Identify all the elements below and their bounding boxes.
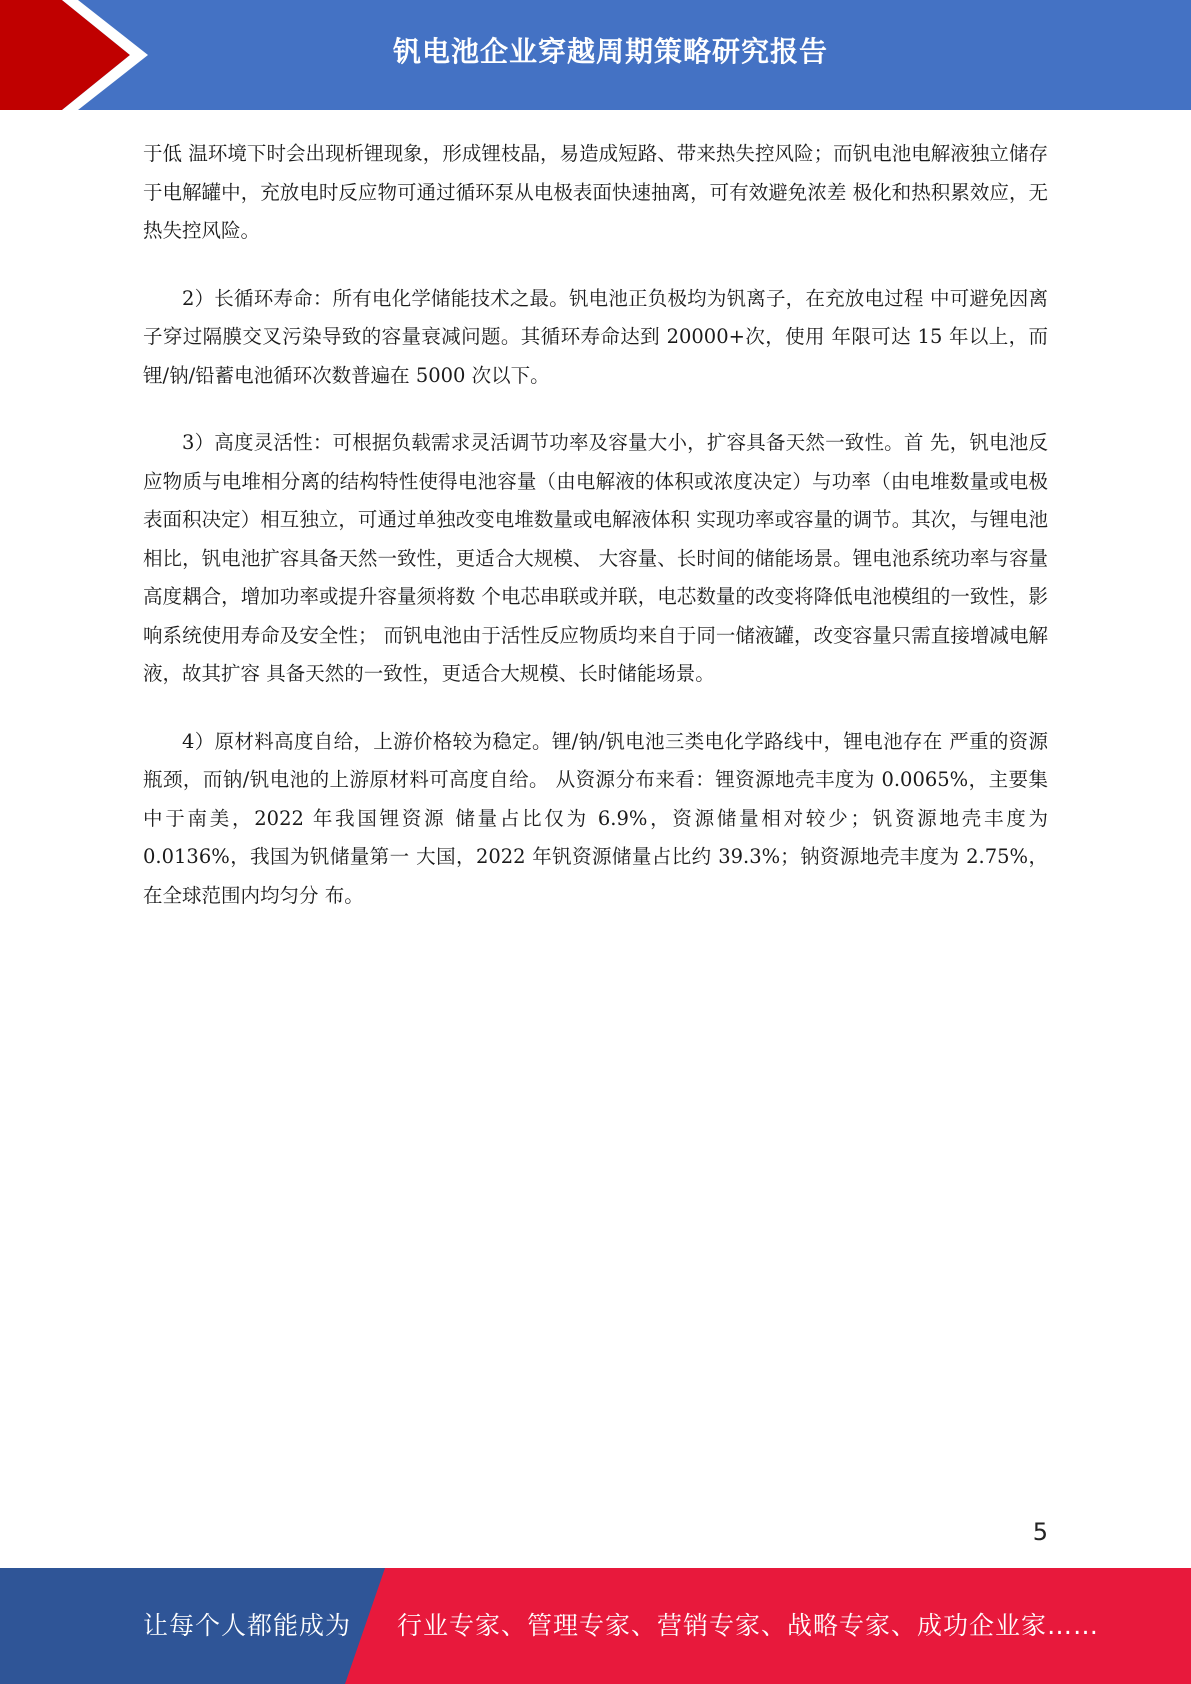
footer-slogan-right: 行业专家、管理专家、营销专家、战略专家、成功企业家…… — [397, 1611, 1100, 1640]
document-body — [143, 135, 1048, 944]
report-title: 钒电池企业穿越周期策略研究报告 — [392, 35, 828, 68]
paragraph-cycle-life: 2）长循环寿命：所有电化学储能技术之最。钒电池正负极均为钒离子，在充放电过程 中可避免因离子穿过隔膜交叉污染导致的容量衰减问题。其循环寿命达到 20000+次，使用 年限可达 15 年以上，而锂/钠/铅蓄电池循环次数普遍在 5000 次以下。 — [143, 286, 1048, 387]
paragraph-flexibility: 3）高度灵活性：可根据负载需求灵活调节功率及容量大小，扩容具备天然一致性。首 先，钒电池反应物质与电堆相分离的结构特性使得电池容量（由电解液的体积或浓度决定）与功率（由电堆数量或电极表面积决定）相互独立，可通过单独改变电堆数量或电解液体积 实现功率或容量的调节。其次，与锂电池相比，钒电池扩容具备天然一致性，更适合大规模、 大容量、长时间的储能场景。锂电池系统功率与容量高度耦合，增加功率或提升容量须将数 个电芯串联或并联，电芯数量的改变将降低电池模组的一致性，影响系统使用寿命及安全性； 而钒电池由于活性反应物质均来自于同一储液罐，改变容量只需直接增减电解液，故其扩容 具备天然的一致性，更适合大规模、长时储能场景。 — [143, 431, 1048, 685]
page-footer — [0, 1568, 1191, 1684]
page-header — [0, 0, 1191, 110]
paragraph-raw-materials: 4）原材料高度自给，上游价格较为稳定。锂/钠/钒电池三类电化学路线中，锂电池存在 严重的资源瓶颈，而钠/钒电池的上游原材料可高度自给。 从资源分布来看：锂资源地壳丰度为 0.0065%，主要集中于南美，2022 年我国锂资源 储量占比仅为 6.9%，资源储量相对较少；钒资源地壳丰度为 0.0136%，我国为钒储量第一 大国，2022 年钒资源储量占比约 39.3%；钠资源地壳丰度为 2.75%，在全球范围内均匀分 布。 — [143, 729, 1048, 907]
footer-slogan-left: 让每个人都能成为 — [143, 1611, 352, 1640]
page-number: 5 — [1032, 1518, 1048, 1546]
paragraph-thermal-safety: 于低 温环境下时会出现析锂现象，形成锂枝晶，易造成短路、带来热失控风险；而钒电池电解液独立储存于电解罐中，充放电时反应物可通过循环泵从电极表面快速抽离，可有效避免浓差 极化和热积累效应，无热失控风险。 — [143, 142, 1048, 242]
